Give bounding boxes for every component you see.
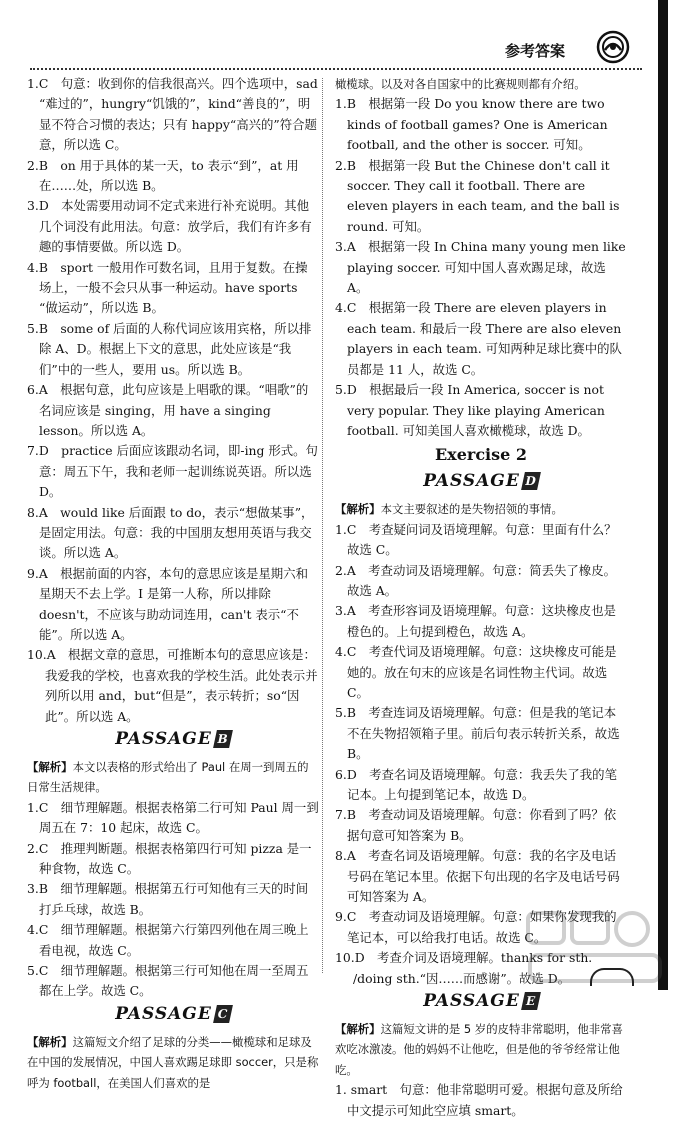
analysis-paragraph [335, 1019, 627, 1080]
passage-letter-badge: E [521, 992, 541, 1010]
answer-item: 7.D practice 后面应该跟动名词，即-ing 形式。句意：周五下午，我和老师一起训练说英语。所以选 D。 [27, 443, 318, 500]
answer-item: 6.D 考查名词及语境理解。句意：我丢失了我的笔记本。上句提到笔记本，故选 D。 [335, 766, 617, 802]
passage-label: PASSAGE [115, 1003, 212, 1024]
answer-item: 5.B 考查连词及语境理解。句意：但是我的笔记本不在失物招领箱子里。前后句表示转折关系，故选 B。 [335, 705, 620, 762]
answer-item: 4.C 考查代词及语境理解。句意：这块橡皮可能是她的。放在句末的应该是名词性物主代词。故选 C。 [335, 644, 617, 700]
answer-item: 2.A 考查动词及语境理解。句意：简丢失了橡皮。故选 A。 [335, 562, 616, 598]
answer-item: 4.B sport 一般用作可数名词，且用于复数。在操场上，一般不会只从事一种运动。have sports “做运动”，所以选 B。 [27, 259, 308, 316]
passage-letter-badge: C [213, 1005, 233, 1023]
passage-label: PASSAGE [423, 471, 520, 492]
passage-label: PASSAGE [423, 991, 520, 1012]
left-column [27, 74, 319, 1093]
analysis-text: 本文主要叙述的是失物招领的事情。 [380, 502, 563, 517]
answer-item: 3.B 细节理解题。根据第五行可知他有三天的时间打乒乓球，故选 B。 [27, 881, 309, 917]
page-number-tab [590, 968, 634, 986]
passage-b-heading [27, 729, 319, 757]
answer-item: 1. smart 句意：他非常聪明可爱。根据句意及所给中文提示可知此空应填 smart。 [335, 1082, 623, 1118]
answer-item: 5.B some of 后面的人称代词应该用宾格，所以排除 A、D。根据上下文的意思，此处应该是“我们”中的一些人，要用 us。所以选 B。 [27, 320, 312, 377]
exercise-title: Exercise 2 [434, 445, 528, 465]
answer-item: 7.B 考查动词及语境理解。句意：你看到了吗？依据句意可知答案为 B。 [335, 807, 617, 843]
analysis-continuation: 橄榄球。以及对各自国家中的比赛规则都有介绍。 [335, 77, 586, 91]
analysis-text: 这篇短文介绍了足球的分类——橄榄球和足球及在中国的发展情况，中国人喜欢踢足球即 soccer，只是称呼为 football，在美国人们喜欢的是 [27, 1034, 319, 1090]
answer-item: 5.D 根据最后一段 In America, soccer is not very popular. They like playing American football. 可知美国人喜欢橄榄球，故选 D。 [335, 382, 605, 438]
analysis-tag: 【解析】 [335, 1022, 381, 1037]
answer-item: 6.A 根据句意，此句应该是上唱歌的课。“唱歌”的名词应该是 singing，用 have a singing lesson。所以选 A。 [27, 382, 309, 438]
passage-letter-badge: B [213, 730, 233, 748]
answer-item: 8.A would like 后面跟 to do，表示“想做某事”，是固定用法。句意：我的中国朋友想用英语与我交谈。所以选 A。 [27, 504, 314, 561]
answer-item: 1.C 句意：收到你的信我很高兴。四个选项中，sad “难过的”，hungry“饥饿的”，kind“善良的”，明显不符合习惯的表达；只有 happy“高兴的”符合题意，所以选 C。 [27, 76, 318, 153]
page-header [0, 0, 675, 72]
answer-item: 2.B 根据第一段 But the Chinese don't call it soccer. They call it football. There are eleven players in each team, and the ball is round. 可知。 [335, 157, 620, 234]
answer-item: 3.A 考查形容词及语境理解。句意：这块橡皮也是橙色的。上句提到橙色，故选 A。 [335, 603, 616, 639]
answer-item: 1.C 考查疑问词及语境理解。句意：里面有什么？故选 C。 [335, 521, 617, 558]
answer-item: 1.B 根据第一段 Do you know there are two kinds of football games? One is American football, and the other is soccer. 可知。 [335, 96, 608, 153]
analysis-tag: 【解析】 [335, 502, 381, 517]
analysis-paragraph [27, 1032, 319, 1093]
analysis-tag: 【解析】 [27, 1034, 73, 1049]
analysis-tag: 【解析】 [27, 760, 73, 774]
passage-d-heading [335, 471, 627, 499]
answer-item: 1.C 细节理解题。根据表格第二行可知 Paul 周一到周五在 7：10 起床，故选 C。 [27, 799, 319, 836]
answer-item: 8.A 考查名词及语境理解。句意：我的名字及电话号码在笔记本里。依据下句出现的名字及电话号码可知答案为 A。 [335, 848, 620, 905]
answer-item: 9.C 考查动词及语境理解。句意：如果你发现我的笔记本，可以给我打电话。故选 C。 [335, 909, 617, 945]
answer-item: 4.C 根据第一段 There are eleven players in each team. 和最后一段 There are also eleven players in each team. 可知两种足球比赛中的队员都是 11 人，故选 C。 [335, 300, 622, 377]
header-title: 参考答案 [505, 42, 566, 60]
answer-item: 2.B on 用于具体的某一天，to 表示“到”，at 用在……处，所以选 B。 [27, 157, 299, 194]
answer-item: 4.C 细节理解题。根据第六行第四列他在周三晚上看电视，故选 C。 [27, 922, 309, 958]
analysis-paragraph [27, 757, 319, 798]
page-edge-bar [658, 0, 668, 990]
analysis-paragraph [335, 499, 627, 519]
analysis-text: 本文以表格的形式给出了 Paul 在周一到周五的日常生活规律。 [27, 760, 309, 795]
answer-item: 3.A 根据第一段 In China many young men like playing soccer. 可知中国人喜欢踢足球，故选 A。 [335, 239, 626, 296]
analysis-text: 这篇短文讲的是 5 岁的皮特非常聪明，他非常喜欢吃冰激凌。他的妈妈不让他吃，但是他的爷爷经常让他吃。 [335, 1022, 623, 1077]
passage-label: PASSAGE [115, 729, 212, 749]
passage-c-heading [27, 1004, 319, 1032]
passage-e-heading [335, 991, 627, 1019]
answer-item: 5.C 细节理解题。根据第三行可知他在周一至周五都在上学。故选 C。 [27, 963, 309, 999]
column-divider [322, 78, 323, 973]
logo-icon [596, 30, 630, 64]
header-divider [30, 68, 642, 70]
answer-item: 10.D 考查介词及语境理解。thanks for sth. /doing sth.“因……而感谢”。故选 D。 [335, 950, 593, 986]
answer-item: 10.A 根据文章的意思，可推断本句的意思应该是：我爱我的学校，也喜欢我的学校生活。此处表示并列所以用 and，but“但是”，表示转折；so“因此”。所以选 A。 [27, 647, 318, 724]
answer-item: 9.A 根据前面的内容，本句的意思应该是星期六和星期天不去上学。I 是第一人称，所以排除 doesn't，不应该与助动词连用，can't 表示“不能”。所以选 A。 [27, 565, 308, 642]
answer-item: 3.D 本处需要用动词不定式来进行补充说明。其他几个词没有此用法。句意：放学后，我们有许多有趣的事情要做。所以选 D。 [27, 198, 312, 255]
passage-letter-badge: D [521, 472, 541, 490]
answer-item: 2.C 推理判断题。根据表格第四行可知 pizza 是一种食物，故选 C。 [27, 840, 312, 877]
